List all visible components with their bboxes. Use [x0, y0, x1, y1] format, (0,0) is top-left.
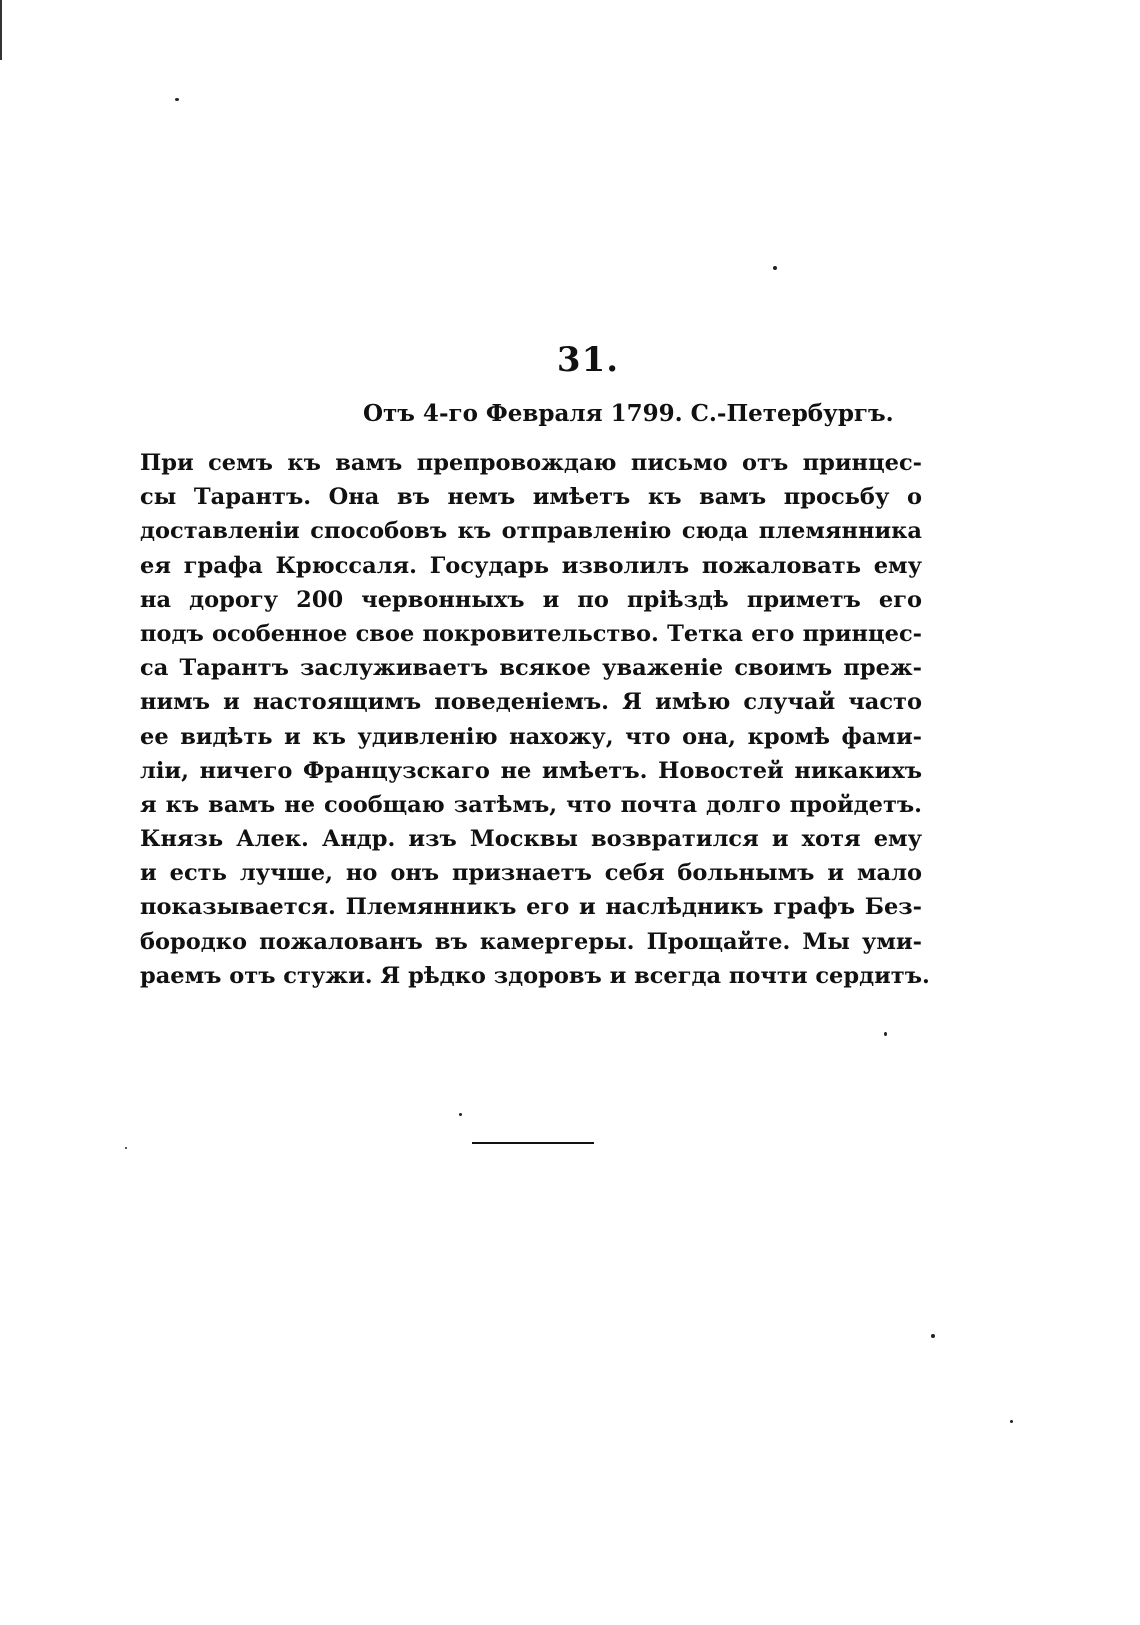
page-edge-mark: [0, 0, 2, 60]
speck: [884, 1032, 887, 1036]
speck: [1010, 1420, 1013, 1423]
text-line: сы Тарантъ. Она въ немъ имѣетъ къ вамъ просьбу о: [140, 484, 922, 511]
section-divider: [472, 1142, 594, 1144]
text-line: и есть лучше, но онъ признаетъ себя больнымъ и мало: [140, 860, 922, 887]
text-line: ея графа Крюссаля. Государь изволилъ пожаловать ему: [140, 552, 922, 579]
text-line: нимъ и настоящимъ поведеніемъ. Я имѣю случай часто: [140, 689, 922, 716]
text-line: подъ особенное свое покровительство. Тетка его принцес-: [140, 620, 922, 647]
letter-dateline: Отъ 4-го Февраля 1799. С.-Петербургъ.: [363, 400, 894, 427]
text-line: Князь Алек. Андр. изъ Москвы возвратился и хотя ему: [140, 826, 922, 853]
text-line: на дорогу 200 червонныхъ и по пріѣздѣ приметъ его: [140, 586, 922, 613]
speck: [459, 1113, 462, 1116]
speck: [773, 266, 777, 270]
text-line: доставленіи способовъ къ отправленію сюда племянника: [140, 518, 922, 545]
letter-number: 31.: [556, 340, 620, 380]
speck: [931, 1334, 935, 1338]
text-line: са Тарантъ заслуживаетъ всякое уваженіе своимъ преж-: [140, 655, 922, 682]
text-line: При семъ къ вамъ препровождаю письмо отъ принцес-: [140, 450, 922, 476]
speck: [175, 98, 179, 101]
speck: [125, 1147, 127, 1149]
text-line: показывается. Племянникъ его и наслѣдникъ графъ Без-: [140, 894, 922, 921]
letter-body: [140, 446, 930, 993]
text-line: ліи, ничего Французскаго не имѣетъ. Новостей никакихъ: [140, 757, 922, 784]
text-line: я къ вамъ не сообщаю затѣмъ, что почта долго пройдетъ.: [140, 791, 922, 818]
text-line: бородко пожалованъ въ камергеры. Прощайте. Мы уми-: [140, 928, 922, 955]
text-line: ее видѣть и къ удивленію нахожу, что она, кромѣ фами-: [140, 723, 922, 750]
text-line: раемъ отъ стужи. Я рѣдко здоровъ и всегда почти сердитъ.: [140, 962, 930, 989]
